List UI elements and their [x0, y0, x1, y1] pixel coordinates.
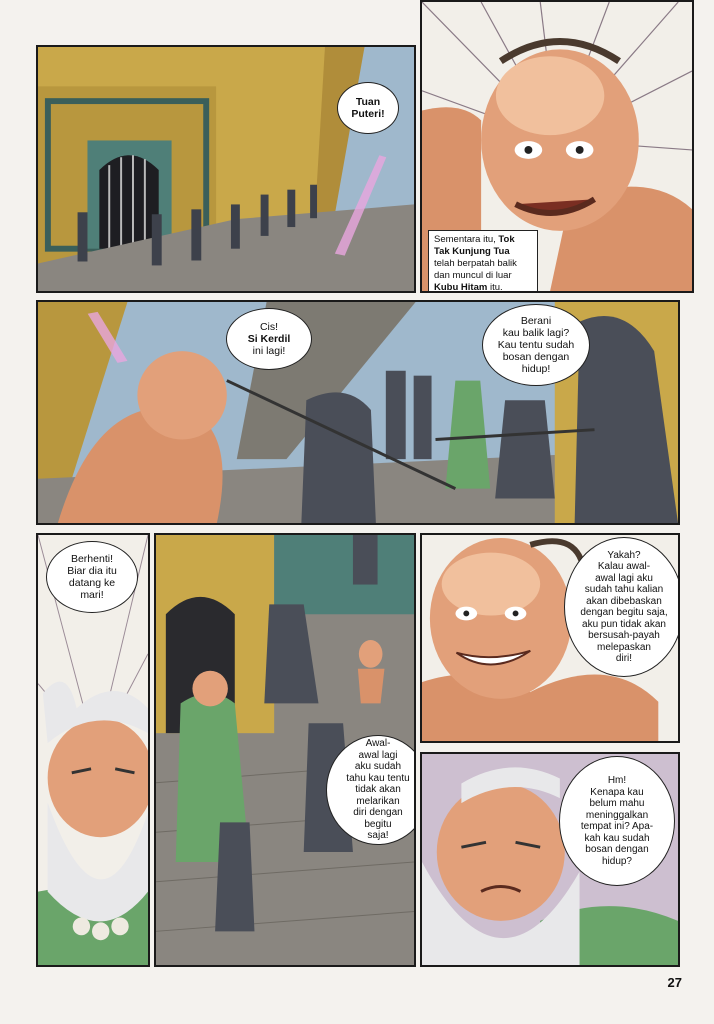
- caption-place-name: Kubu Hitam: [434, 282, 488, 293]
- panel-elder-closeup: [420, 752, 680, 967]
- speech-bubble-berhenti: Berhenti! Biar dia itu datang ke mari!: [46, 541, 138, 613]
- panel-fortress-gate: [36, 45, 416, 293]
- speech-bubble-si-kerdil: [226, 308, 312, 370]
- speech-bubble-hm: Hm! Kenapa kau belum mahu meninggalkan tempat ini? Apa- kah kau sudah bosan dengan hidup?: [559, 756, 675, 886]
- panel-elder-portrait: [36, 533, 150, 967]
- bubble-si-kerdil-name: Si Kerdil: [247, 333, 291, 345]
- speech-bubble-berani: Berani kau balik lagi? Kau tentu sudah bosan dengan hidup!: [482, 304, 590, 386]
- speech-bubble-tuan-puteri: Tuan Puteri!: [337, 82, 399, 134]
- page-number: 27: [667, 975, 682, 990]
- caption-character-name: Tok Tak Kunjung Tua: [434, 234, 515, 257]
- bubble-si-kerdil-line-1: Cis!: [259, 321, 279, 333]
- bubble-si-kerdil-line-3: ini lagi!: [252, 345, 286, 357]
- caption-text-end: itu.: [487, 282, 503, 293]
- speech-bubble-yakah: Yakah? Kalau awal- awal lagi aku sudah tahu kalian akan dibebaskan dengan begitu saja, aku pun tidak akan bersusah-payah melepaskan diri!: [564, 537, 680, 677]
- speech-bubble-awal-awal: Awal- awal lagi aku sudah tahu kau tentu tidak akan melarikan diri dengan begitu saja!: [326, 735, 416, 845]
- narration-caption: [428, 230, 538, 293]
- panel-courtyard: [154, 533, 416, 967]
- panel-dwarf-grin: [420, 533, 680, 743]
- panel-dwarf-closeup: [420, 0, 694, 293]
- caption-text-start: Sementara itu,: [434, 234, 499, 245]
- caption-text-middle: telah berpatah balik dan muncul di luar: [434, 258, 517, 281]
- panel-confrontation: [36, 300, 680, 525]
- bubble-si-kerdil-text: [248, 321, 291, 357]
